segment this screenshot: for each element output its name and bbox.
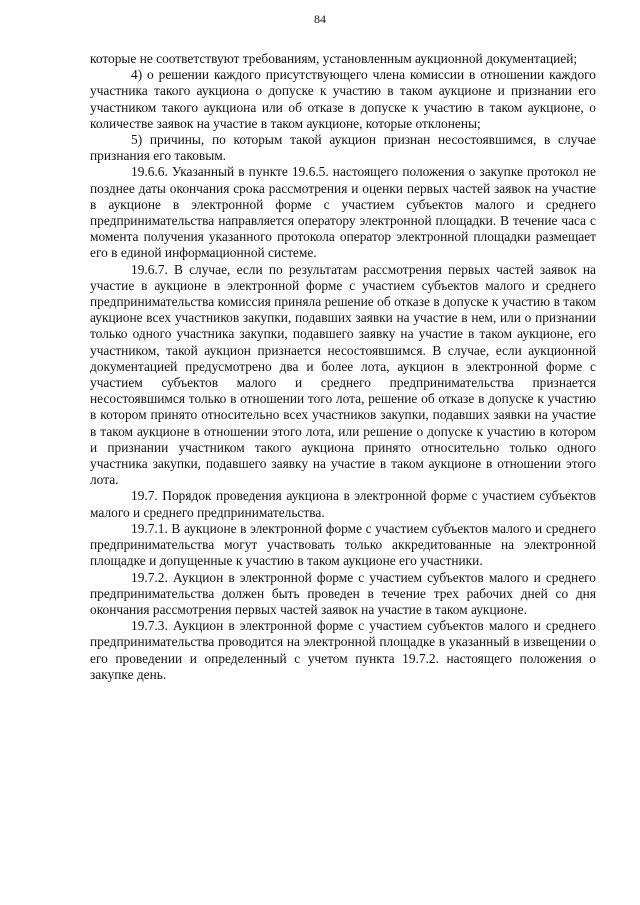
paragraph-continuation: которые не соответствуют требованиям, установленным аукционной документацией;	[90, 51, 578, 66]
document-body	[90, 51, 596, 683]
paragraph-item-5: 5) причины, по которым такой аукцион признан несостоявшимся, в случае признания его таковым.	[90, 132, 596, 164]
paragraph-item-4: 4) о решении каждого присутствующего члена комиссии в отношении каждого участника такого аукциона о допуске к участию в таком аукционе и признании его участником такого аукциона или об отказе в допуске к участию в таком аукционе, о количестве заявок на участие в таком аукционе, которые отклонены;	[90, 67, 596, 131]
section-heading-19-7: 19.7. Порядок проведения аукциона в электронной форме с участием субъектов малого и среднего предпринимательства.	[90, 488, 596, 520]
page-number: 84	[314, 12, 326, 26]
paragraph-19-7-3: 19.7.3. Аукцион в электронной форме с участием субъектов малого и среднего предпринимательства проводится на электронной площадке в указанный в извещении о его проведении и определенный с учетом пункта 19.7.2. настоящего положения о закупке день.	[90, 618, 596, 682]
paragraph-19-6-7: 19.6.7. В случае, если по результатам рассмотрения первых частей заявок на участие в аукционе в электронной форме с участием субъектов малого и среднего предпринимательства комиссия приняла решение об отказе в допуске к участию в таком аукционе всех участников закупки, подавших заявки на участие в нем, или о признании только одного участника закупки, подавшего заявку на участие в таком аукционе, его участником, такой аукцион признается несостоявшимся. В случае, если аукционной документацией предусмотрено два и более лота, аукцион в электронной форме с участием субъектов малого и среднего предпринимательства признается несостоявшимся только в отношении того лота, решение об отказе в допуске к участию в котором принято относительно всех участников закупки, подавших заявки на участие в таком аукционе в отношении этого лота, или решение о допуске к участию в котором и признании участником такого аукциона принято относительно только одного участника закупки, подавшего заявку на участие в таком аукционе в отношении этого лота.	[90, 261, 596, 488]
paragraph-19-6-6: 19.6.6. Указанный в пункте 19.6.5. настоящего положения о закупке протокол не позднее даты окончания срока рассмотрения и оценки первых частей заявок на участие в аукционе в электронной форме с участием субъектов малого и среднего предпринимательства направляется оператору электронной площадки. В течение часа с момента получения указанного протокола оператор электронной площадки размещает его в единой информационной системе.	[90, 164, 596, 261]
paragraph-19-7-1: 19.7.1. В аукционе в электронной форме с участием субъектов малого и среднего предпринимательства могут участвовать только аккредитованные на электронной площадке и допущенные к участию в таком аукционе его участники.	[90, 520, 596, 569]
paragraph-19-7-2: 19.7.2. Аукцион в электронной форме с участием субъектов малого и среднего предпринимательства должен быть проведен в течение трех рабочих дней со дня окончания рассмотрения первых частей заявок на участие в таком аукционе.	[90, 569, 596, 617]
